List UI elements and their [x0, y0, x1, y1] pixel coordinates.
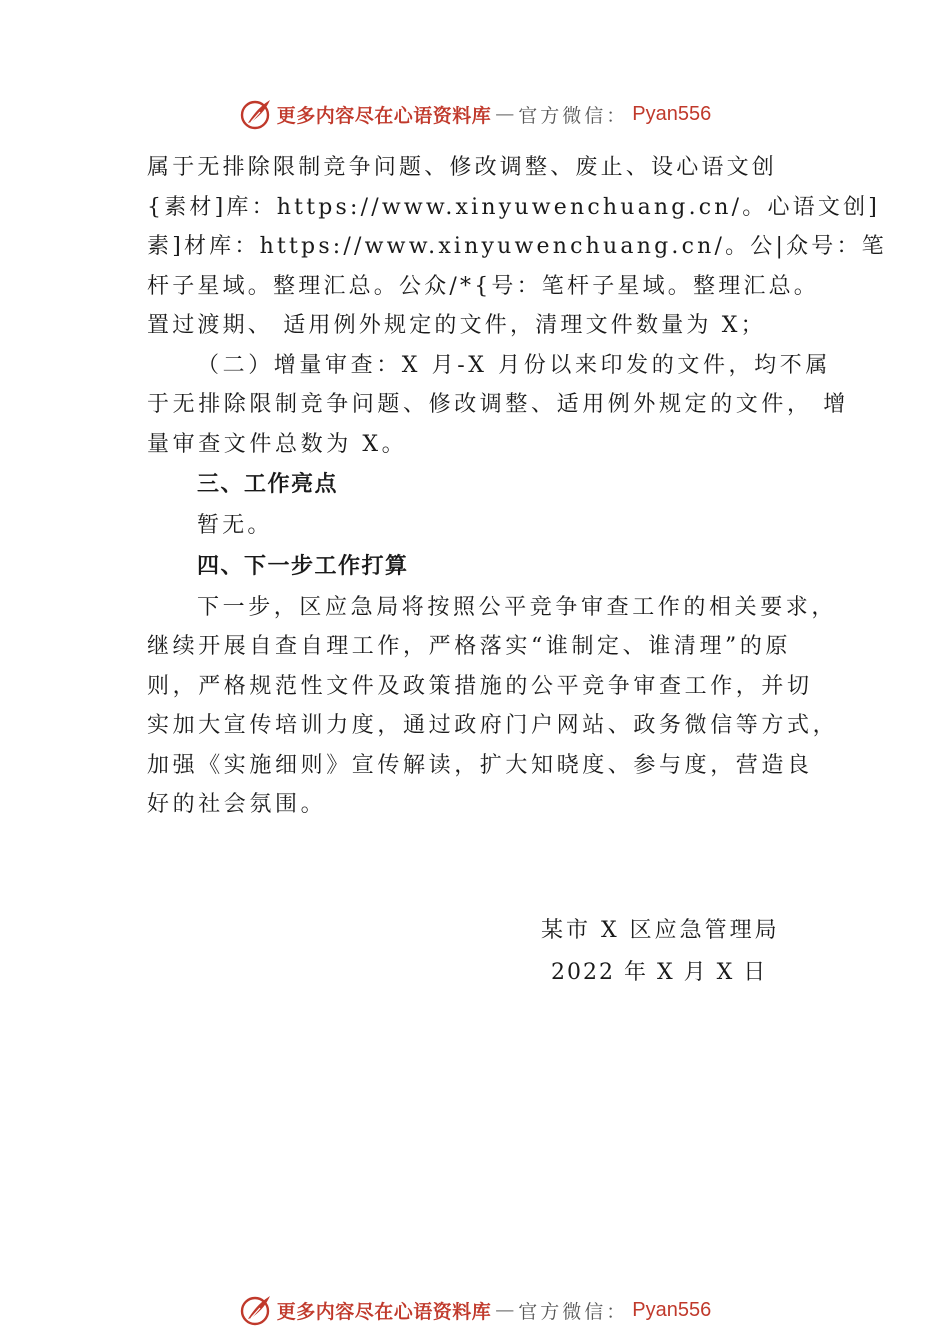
- text-line: 好的社会氛围。: [147, 792, 327, 817]
- text-line: 素]材库：https://www.xinyuwenchuang.cn/。公|众号：笔: [147, 234, 887, 259]
- paragraph-cleanup: [147, 148, 887, 346]
- paragraph-incremental-review: [147, 346, 849, 465]
- section-heading-next-steps: 四、下一步工作打算: [197, 553, 409, 579]
- paragraph-none: 暂无。: [197, 513, 273, 538]
- text-line: 加强《实施细则》宣传解读，扩大知晓度、参与度，营造良: [147, 752, 813, 778]
- section-heading-highlights: 三、工作亮点: [197, 472, 339, 497]
- text-line: （二）增量审查：X 月-X 月份以来印发的文件，均不属: [197, 352, 831, 378]
- signature-date: 2022 年 X 月 X 日: [551, 960, 768, 985]
- banner-dash: —: [495, 103, 515, 125]
- quill-pen-logo-icon: [239, 97, 273, 131]
- banner-account: Pyan556: [632, 102, 712, 125]
- banner-wechat-label: 官方微信：: [518, 1300, 629, 1323]
- text-line: 下一步，区应急局将按照公平竞争审查工作的相关要求，: [197, 594, 838, 620]
- banner-brand-text: 更多内容尽在心语资料库: [276, 1300, 492, 1323]
- text-line: 属于无排除限制竞争问题、修改调整、废止、设心语文创: [147, 155, 778, 180]
- text-line: 实加大宣传培训力度，通过政府门户网站、政务微信等方式，: [147, 713, 839, 738]
- footer-banner: [0, 1290, 950, 1330]
- quill-pen-logo-icon: [239, 1293, 273, 1327]
- text-line: 量审查文件总数为 X。: [147, 431, 408, 457]
- paragraph-next-steps: [147, 588, 839, 825]
- text-line: {素材]库：https://www.xinyuwenchuang.cn/。心语文创]: [147, 194, 881, 220]
- text-line: 则，严格规范性文件及政策措施的公平竞争审查工作，并切: [147, 673, 813, 699]
- document-body: [147, 148, 887, 825]
- text-line: 继续开展自查自理工作，严格落实“谁制定、谁清理”的原: [147, 634, 792, 659]
- banner-wechat-label: 官方微信：: [518, 104, 629, 127]
- banner-brand-text: 更多内容尽在心语资料库: [276, 104, 492, 127]
- header-banner: [0, 94, 950, 134]
- banner-account: Pyan556: [632, 1298, 712, 1321]
- signature-organization: 某市 X 区应急管理局: [541, 918, 780, 943]
- text-line: 杆子星域。整理汇总。公众/*{号：笔杆子星域。整理汇总。: [147, 273, 820, 299]
- banner-dash: —: [495, 1299, 515, 1321]
- text-line: 置过渡期、 适用例外规定的文件，清理文件数量为 X；: [147, 313, 766, 338]
- text-line: 于无排除限制竞争问题、修改调整、适用例外规定的文件， 增: [147, 392, 849, 417]
